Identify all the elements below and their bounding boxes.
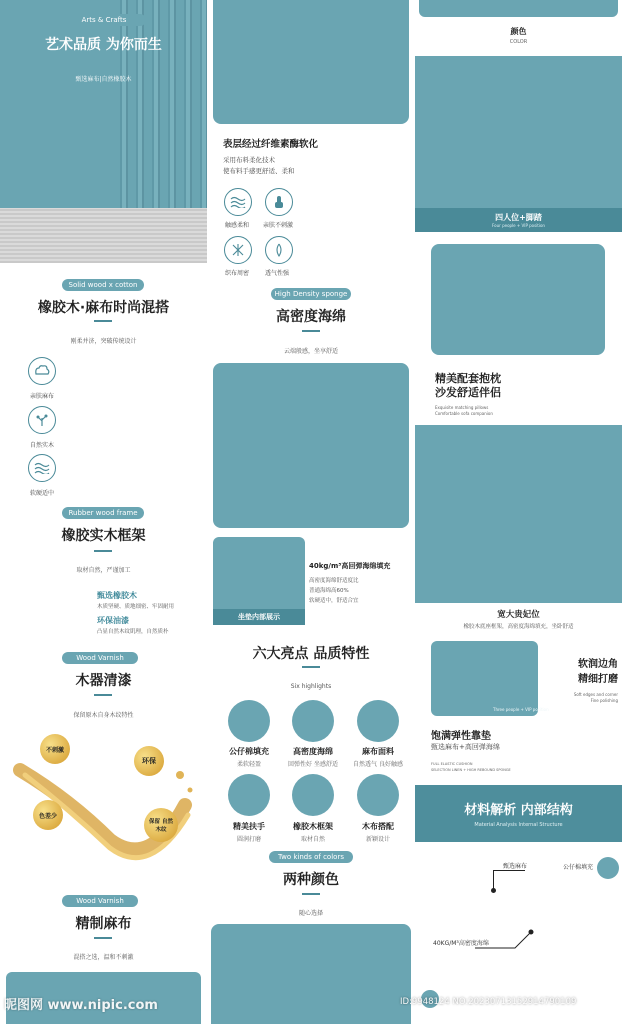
- callout-label-3: 40KG/M³高密度海绵: [433, 940, 489, 947]
- frame-pill: Rubber wood frame: [62, 507, 144, 519]
- highlight-2-label: 高密度海绵: [293, 747, 333, 756]
- tree-icon: [28, 406, 56, 434]
- air-icon: [265, 236, 293, 264]
- cushion-inside-tag-label: 坐垫内部展示: [238, 613, 280, 621]
- highlights-title: 六大亮点 品质特性: [252, 646, 370, 662]
- varnish-rule: [94, 694, 112, 696]
- frame-subtitle: 取材自然，严谨加工: [76, 567, 131, 574]
- frame-feature-2-title: 环保油漆: [97, 616, 129, 625]
- watermark-brand: 昵图网 www.nipic.com: [4, 998, 158, 1013]
- hero-floor: [0, 208, 207, 263]
- highlight-dot-2: [292, 700, 334, 742]
- cotton-icon: [28, 357, 56, 385]
- fabric-line-1: 采用布料柔化技术: [223, 156, 275, 164]
- fabric-icon-2-label: 亲肤不刺激: [263, 222, 294, 229]
- bubble-1: [40, 734, 70, 764]
- callout-circle: [597, 857, 619, 879]
- pillow-image: [431, 244, 605, 355]
- edge-sub-2: Fine polishing: [590, 698, 618, 703]
- linen-pill: Wood Varnish: [62, 895, 138, 907]
- edge-sub-1: Soft edges and corner: [573, 692, 618, 697]
- callout-dot-1: [491, 888, 496, 893]
- top-image-placeholder: [419, 0, 618, 17]
- tree-label: 自然实木: [30, 442, 55, 449]
- sponge-rule: [302, 330, 320, 332]
- highlight-3-desc: 自然透气 良好触感: [353, 761, 403, 768]
- frame-rule: [94, 550, 112, 552]
- varnish-subtitle: 保留原木自身木纹特性: [73, 712, 134, 719]
- chaise-title: 宽大贵妃位: [497, 610, 540, 620]
- highlight-dot-4: [228, 774, 270, 816]
- highlight-dot-3: [357, 700, 399, 742]
- sponge-pill: High Density sponge: [271, 288, 351, 300]
- linen-title: 精制麻布: [75, 916, 132, 932]
- linen-subtitle: 混搭之选，温和不刺激: [73, 954, 134, 961]
- varnish-pill: Wood Varnish: [62, 652, 138, 664]
- bubble-3-label: 色差少: [38, 812, 57, 820]
- bubble-3: [33, 800, 63, 830]
- bubble-4-label: 保留 自然木纹: [149, 819, 173, 833]
- highlight-1-desc: 柔软轻盈: [236, 761, 261, 768]
- column-1: [0, 0, 207, 1024]
- colors-rule: [302, 893, 320, 895]
- four-seat-image: [415, 56, 622, 232]
- weave-icon: [224, 236, 252, 264]
- pillow-title-1: 精美配套抱枕: [435, 372, 501, 385]
- highlight-4-label: 精美扶手: [233, 822, 265, 831]
- fabric-title: 表层经过纤维素酶软化: [223, 139, 319, 150]
- highlight-dot-1: [228, 700, 270, 742]
- fabric-icon-3-label: 织布周密: [225, 270, 250, 277]
- cushion-en-2: SELECTION LINEN + HIGH REBOUND SPONGE: [431, 768, 511, 772]
- highlight-5-desc: 取材自然: [300, 836, 325, 843]
- pillow-sub-2: Comfortable sofa companion: [435, 411, 493, 416]
- colors-title: 两种颜色: [283, 872, 339, 888]
- callout-label-2: 公仔棉填充: [563, 864, 594, 871]
- chaise-image: [415, 425, 622, 603]
- watermark-id: ID:9948124 NO:20230713152914790109: [400, 997, 577, 1007]
- sponge-subtitle: 云端般感，坐享舒适: [283, 348, 338, 355]
- highlight-6-label: 木布搭配: [362, 822, 394, 831]
- highlights-subtitle: Six highlights: [290, 683, 332, 690]
- three-seat-image: [431, 641, 538, 716]
- sponge-spec-title: 40kg/m³高回弹海绵填充: [309, 562, 391, 570]
- highlight-2-desc: 回弹性好 坐感舒适: [288, 761, 338, 768]
- highlight-6-desc: 新颖设计: [365, 836, 390, 843]
- highlight-dot-5: [292, 774, 334, 816]
- hero-subtitle: 甄选麻布|自然橡胶木: [75, 76, 132, 83]
- hero-pill: Arts & Crafts: [62, 14, 146, 26]
- bubble-2-label: 环保: [142, 757, 156, 765]
- linen-rule: [94, 937, 112, 939]
- four-seat-title: 四人位+脚踏: [495, 213, 542, 222]
- mix-rule: [94, 320, 112, 322]
- colors-pill: Two kinds of colors: [269, 851, 353, 863]
- frame-feature-1-title: 甄选橡胶木: [97, 591, 137, 600]
- mix-title: 橡胶木·麻布时尚混搭: [37, 300, 170, 316]
- material-subtitle: Material Analysis Internal Structure: [474, 822, 563, 828]
- touch-icon: [265, 188, 293, 216]
- three-seat-caption: Three people + VIP position: [493, 707, 549, 712]
- callout-label-1: 甄选麻布: [503, 863, 528, 870]
- fabric-icon-4-label: 透气性强: [265, 270, 290, 277]
- highlight-5-label: 橡胶木框架: [293, 822, 333, 831]
- cushion-en-1: FULL ELASTIC CUSHION: [431, 762, 473, 766]
- mix-subtitle: 刚柔并济，突破传统设计: [70, 338, 137, 345]
- cushion-title: 饱满弹性靠垫: [431, 731, 491, 742]
- wave-icon: [28, 454, 56, 482]
- edge-title-2: 精细打磨: [578, 674, 618, 685]
- colors-subtitle: 随心选择: [298, 910, 323, 917]
- callout-line-1b: [493, 870, 525, 871]
- four-seat-subtitle: Four people + VIP position: [492, 223, 545, 228]
- varnish-title: 木器清漆: [75, 673, 132, 689]
- color-title: 颜色: [510, 27, 527, 36]
- mix-pill: Solid wood x cotton: [62, 279, 144, 291]
- highlights-rule: [302, 666, 320, 668]
- pillow-sub-1: Exquisite matching pillows: [435, 405, 489, 410]
- hero-left-panel: [0, 0, 120, 210]
- colors-image-placeholder: [211, 924, 411, 1024]
- color-subtitle: COLOR: [509, 39, 528, 45]
- chaise-subtitle: 橡胶木底座框架，高密度海绵填充，坐卧舒适: [463, 624, 574, 630]
- wave-soft-icon: [224, 188, 252, 216]
- sponge-spec-line-1: 高密度海绵舒适度比: [309, 578, 359, 584]
- cushion-subtitle: 甄选麻布+高回弹海绵: [431, 743, 500, 751]
- frame-feature-2-desc: 凸显自然木纹肌理，自然质朴: [97, 629, 169, 635]
- column-2: [207, 0, 415, 1024]
- column-3: [415, 0, 622, 1024]
- callout-line-1: [493, 870, 494, 890]
- edge-title-1: 软润边角: [578, 659, 618, 670]
- wave-label: 软硬适中: [30, 490, 55, 497]
- sponge-image-placeholder: [213, 363, 409, 528]
- cotton-label: 亲肤麻布: [30, 393, 55, 400]
- pillow-title-2: 沙发舒适伴侣: [435, 386, 501, 399]
- highlight-dot-6: [357, 774, 399, 816]
- material-title: 材料解析 内部结构: [464, 803, 573, 818]
- hero-title: 艺术品质 为你而生: [45, 37, 162, 53]
- frame-title: 橡胶实木框架: [61, 528, 146, 544]
- highlight-3-label: 麻布面料: [362, 747, 394, 756]
- bubble-2: [134, 746, 164, 776]
- bubble-4: [144, 808, 178, 842]
- sponge-title: 高密度海绵: [276, 309, 346, 325]
- highlight-4-desc: 圆润打磨: [236, 836, 261, 843]
- fabric-icon-1-label: 触感柔和: [225, 222, 250, 229]
- sponge-spec-line-3: 软硬适中，舒适合宜: [309, 598, 359, 604]
- fabric-line-2: 使布料手感更舒适、柔和: [223, 167, 295, 175]
- frame-feature-1-desc: 木质坚硬、质地细密、牢固耐用: [97, 604, 175, 610]
- sponge-spec-line-2: 普通海绵高60%: [309, 588, 349, 594]
- bubble-1-label: 不刺激: [45, 746, 64, 754]
- fabric-image-placeholder: [213, 0, 409, 124]
- highlight-1-label: 公仔棉填充: [229, 747, 269, 756]
